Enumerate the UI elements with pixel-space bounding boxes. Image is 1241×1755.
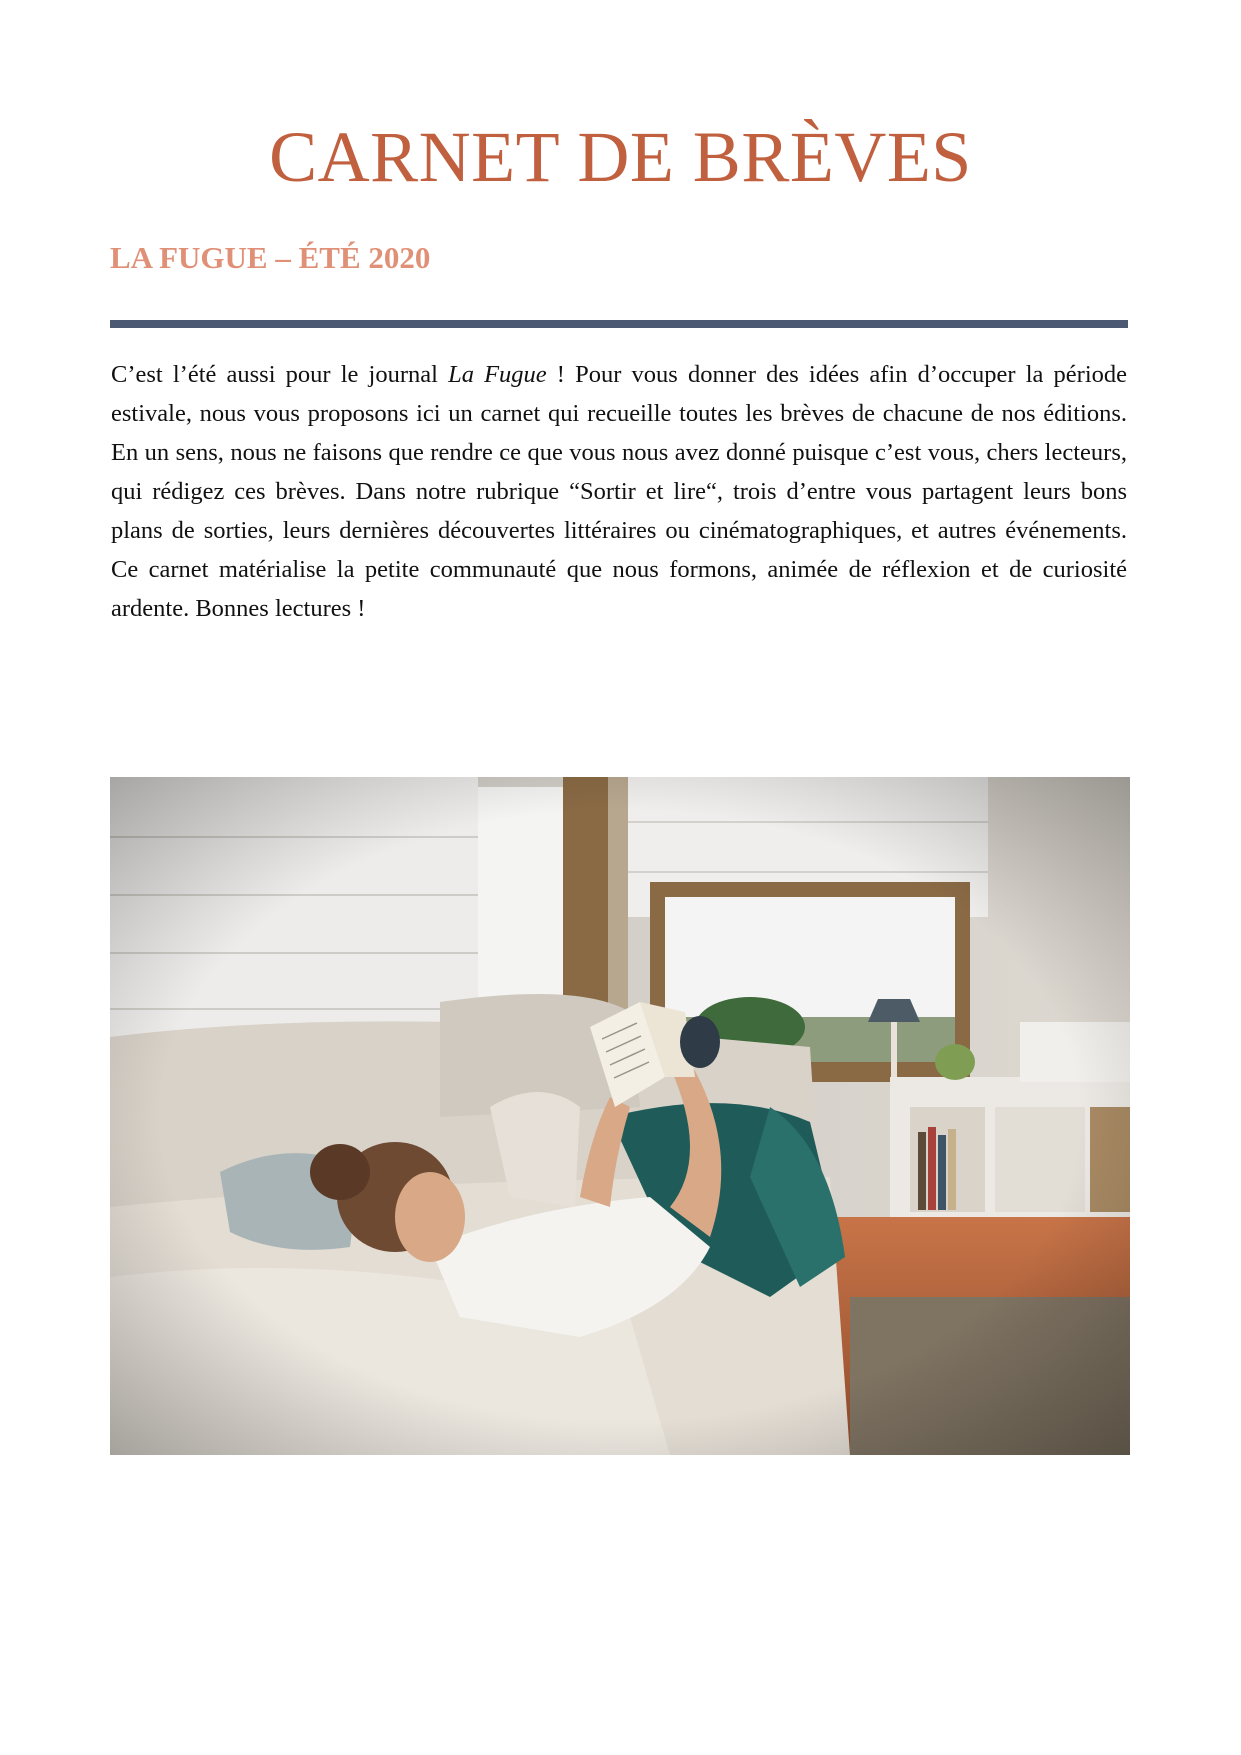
intro-text-rest: ! Pour vous donner des idées afin d’occuper la période estivale, nous vous proposons ici un carnet qui recueille toutes les brèves de chacune de nos éditions. En un sens, nous ne faisons que rendre ce que vous nous avez donné puisque c’est vous, chers lecteurs, qui rédigez ces brèves. Dans notre rubrique “Sortir et lire“, trois d’entre vous partagent leurs bons plans de sorties, leurs dernières découvertes littéraires ou cinématographiques, et autres événements. Ce carnet matérialise la petite communauté que nous formons, animée de réflexion et de curiosité ardente. Bonnes lectures !	[111, 361, 1127, 622]
reading-photo	[110, 777, 1130, 1455]
title-divider	[110, 320, 1128, 328]
intro-text-start: C’est l’été aussi pour le journal	[111, 361, 449, 388]
intro-paragraph	[111, 355, 1127, 628]
journal-name: La Fugue	[448, 361, 547, 388]
issue-subtitle: LA FUGUE – ÉTÉ 2020	[110, 240, 431, 275]
page-title: CARNET DE BRÈVES	[269, 117, 972, 197]
